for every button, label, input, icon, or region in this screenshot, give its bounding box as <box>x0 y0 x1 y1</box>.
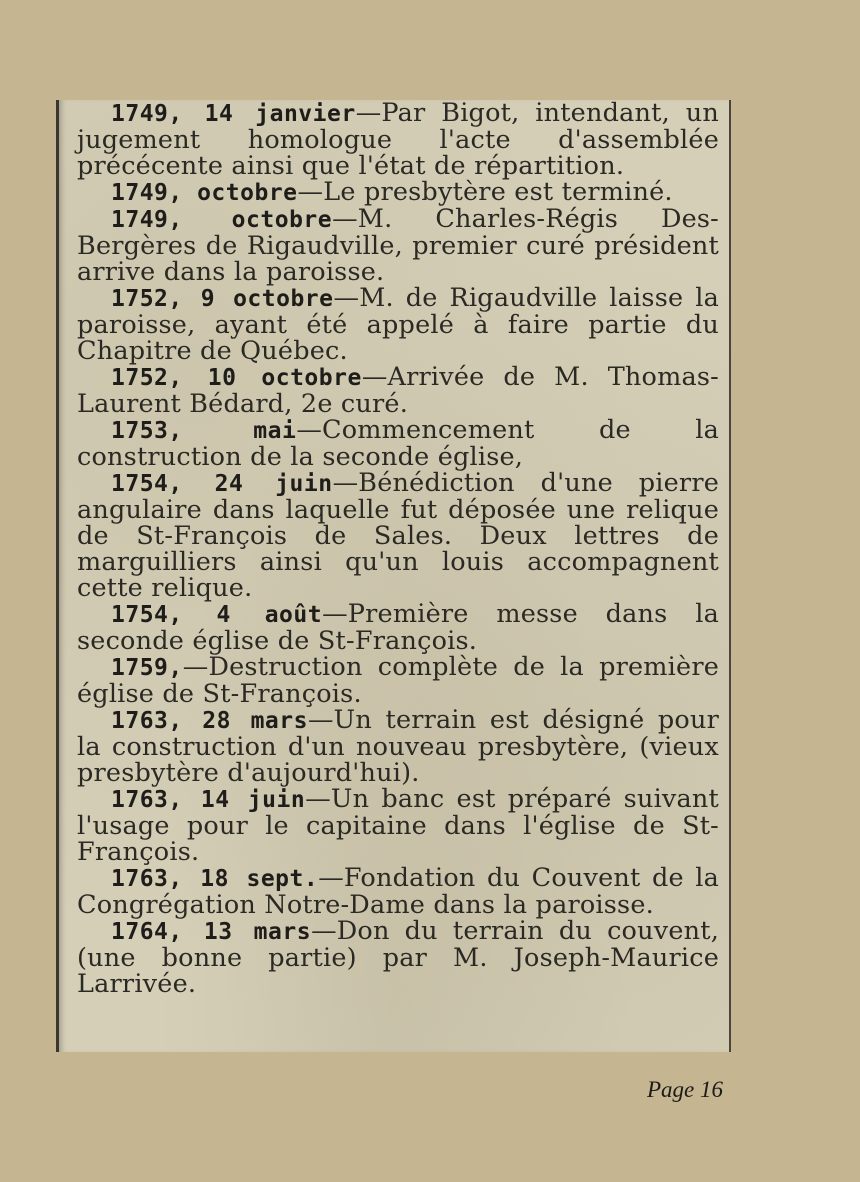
entry-text: —Un banc est préparé suivant l'usage pour le capitaine dans l'église de St-François. <box>77 784 720 867</box>
chronology-list <box>77 100 719 997</box>
entry-date: 1749, octobre <box>111 180 298 206</box>
entry-text: —Arrivée de M. Thomas-Laurent Bédard, 2e curé. <box>77 362 719 419</box>
chronology-entry <box>77 786 719 865</box>
chronology-entry <box>77 918 719 997</box>
entry-date: 1764, 13 mars <box>111 919 312 945</box>
entry-text: —Par Bigot, intendant, un jugement homologue l'acte d'assemblée précécente ainsi que l'état de répartition. <box>77 98 719 181</box>
entry-date: 1754, 24 juin <box>111 471 333 497</box>
chronology-entry <box>77 470 719 601</box>
chronology-entry <box>77 285 719 364</box>
entry-date: 1763, 28 mars <box>111 708 308 734</box>
entry-date: 1749, 14 janvier <box>111 101 356 127</box>
chronology-entry <box>77 100 719 179</box>
entry-text: —Commencement de la construction de la seconde église, <box>77 415 720 472</box>
entry-date: 1763, 18 sept. <box>111 866 319 892</box>
entry-date: 1763, 14 juin <box>111 787 306 813</box>
entry-text: —Le presbytère est terminé. <box>297 177 673 207</box>
entry-text: —Fondation du Couvent de la Congrégation Notre-Dame dans la paroisse. <box>77 863 719 920</box>
entry-date: 1754, 4 août <box>111 602 323 628</box>
chronology-entry <box>77 417 719 470</box>
entry-text: —Don du terrain du couvent, (une bonne partie) par M. Joseph-Maurice Larrivée. <box>77 916 720 999</box>
entry-text: —Première messe dans la seconde église de St-François. <box>77 599 719 656</box>
entry-date: 1753, mai <box>111 418 297 444</box>
newspaper-clipping <box>56 100 731 1052</box>
page-number: Page 16 <box>646 1077 723 1102</box>
chronology-entry <box>77 179 719 206</box>
chronology-entry <box>77 601 719 654</box>
entry-date: 1749, octobre <box>111 207 333 233</box>
entry-text: —M. de Rigaudville laisse la paroisse, ayant été appelé à faire partie du Chapitre de Québec. <box>77 283 719 366</box>
entry-date: 1752, 9 octobre <box>111 286 334 312</box>
chronology-entry <box>77 364 719 417</box>
entry-text: —Un terrain est désigné pour la construction d'un nouveau presbytère, (vieux presbytère d'aujourd'hui). <box>77 705 719 788</box>
entry-date: 1752, 10 octobre <box>111 365 362 391</box>
entry-date: 1759, <box>111 655 183 681</box>
chronology-entry <box>77 707 719 786</box>
chronology-entry <box>77 865 719 918</box>
entry-text: —M. Charles-Régis Des-Bergères de Rigaudville, premier curé président arrive dans la paroisse. <box>77 204 719 287</box>
chronology-entry <box>77 654 719 707</box>
entry-text: —Destruction complète de la première église de St-François. <box>77 652 719 709</box>
entry-text: —Bénédiction d'une pierre angulaire dans laquelle fut déposée une relique de St-François de Sales. Deux lettres de marguilliers ainsi qu'un louis accompagnent cette relique. <box>77 468 719 603</box>
chronology-entry <box>77 206 719 285</box>
